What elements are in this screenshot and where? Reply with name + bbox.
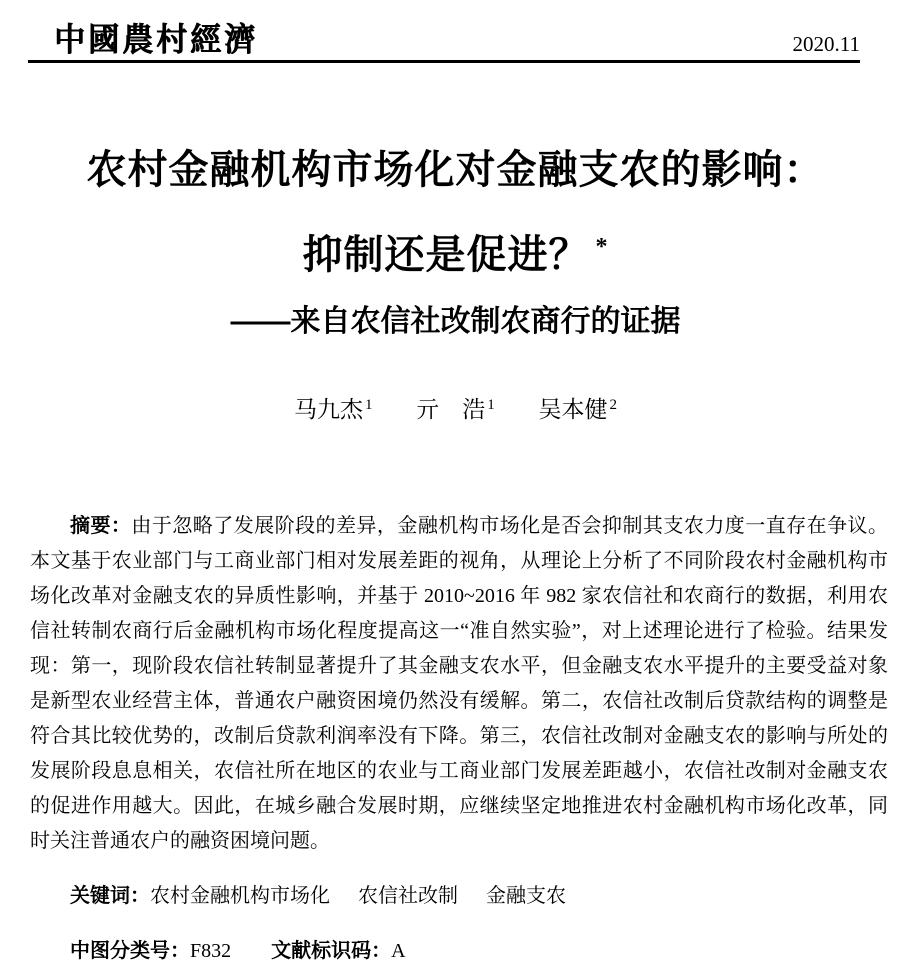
- header-rule: [28, 60, 860, 63]
- author-2-name: 亓 浩: [416, 397, 486, 422]
- keyword-3: 金融支农: [486, 885, 566, 907]
- author-line: [0, 389, 911, 426]
- doc-code-label: 文献标识码：: [271, 940, 392, 962]
- keyword-1: 农村金融机构市场化: [150, 885, 330, 907]
- paper-subtitle: ——来自农信社改制农商行的证据: [230, 305, 681, 338]
- paper-title-line2: [0, 226, 911, 276]
- keyword-2: 农信社改制: [358, 885, 458, 907]
- paper-title-line1: 农村金融机构市场化对金融支农的影响：: [86, 148, 825, 192]
- doc-code-group: [271, 940, 405, 962]
- issue-date: 2020.11: [792, 32, 860, 56]
- author-1-name: 马九杰: [294, 397, 363, 422]
- journal-header: [28, 0, 860, 63]
- classification-line: [30, 934, 888, 969]
- keywords-line: [30, 879, 888, 914]
- author-2: [416, 397, 495, 422]
- front-matter: [30, 509, 888, 969]
- author-3-affiliation-mark: 2: [609, 397, 617, 413]
- clc-value: F832: [190, 940, 232, 962]
- author-1: [294, 397, 373, 422]
- title-footnote-asterisk: *: [595, 234, 609, 260]
- paper-title-line2-text: 抑制还是促进？: [302, 233, 590, 277]
- author-2-affiliation-mark: 1: [487, 397, 495, 413]
- author-3-name: 吴本健: [538, 397, 608, 422]
- title-block: [0, 149, 911, 276]
- journal-logo: 中國農村經濟: [54, 21, 258, 59]
- author-1-affiliation-mark: 1: [365, 397, 373, 413]
- author-3: [539, 397, 618, 422]
- clc-group: [70, 940, 231, 962]
- keywords-label: 关键词：: [70, 885, 150, 907]
- abstract-paragraph: [30, 509, 888, 859]
- doc-code-value: A: [391, 940, 406, 962]
- abstract-label: 摘要：: [70, 515, 132, 537]
- clc-label: 中图分类号：: [70, 940, 190, 962]
- abstract-text: 由于忽略了发展阶段的差异，金融机构市场化是否会抑制其支农力度一直存在争议。本文基于农业部门与工商业部门相对发展差距的视角，从理论上分析了不同阶段农村金融机构市场化改革对金融支农的异质性影响，并基于 2010~2016 年 982 家农信社和农商行的数据，利用农信社转制农商行后金融机构市场化程度提高这一“准自然实验”，对上述理论进行了检验。结果发现：第一，现阶段农信社转制显著提升了其金融支农水平，但金融支农水平提升的主要受益对象是新型农业经营主体，普通农户融资困境仍然没有缓解。第二，农信社改制后贷款结构的调整是符合其比较优势的，改制后贷款利润率没有下降。第三，农信社改制对金融支农的影响与所处的发展阶段息息相关，农信社所在地区的农业与工商业部门发展差距越小，农信社改制对金融支农的促进作用越大。因此，在城乡融合发展时期，应继续坚定地推进农村金融机构市场化改革，同时关注普通农户的融资困境问题。: [30, 515, 889, 852]
